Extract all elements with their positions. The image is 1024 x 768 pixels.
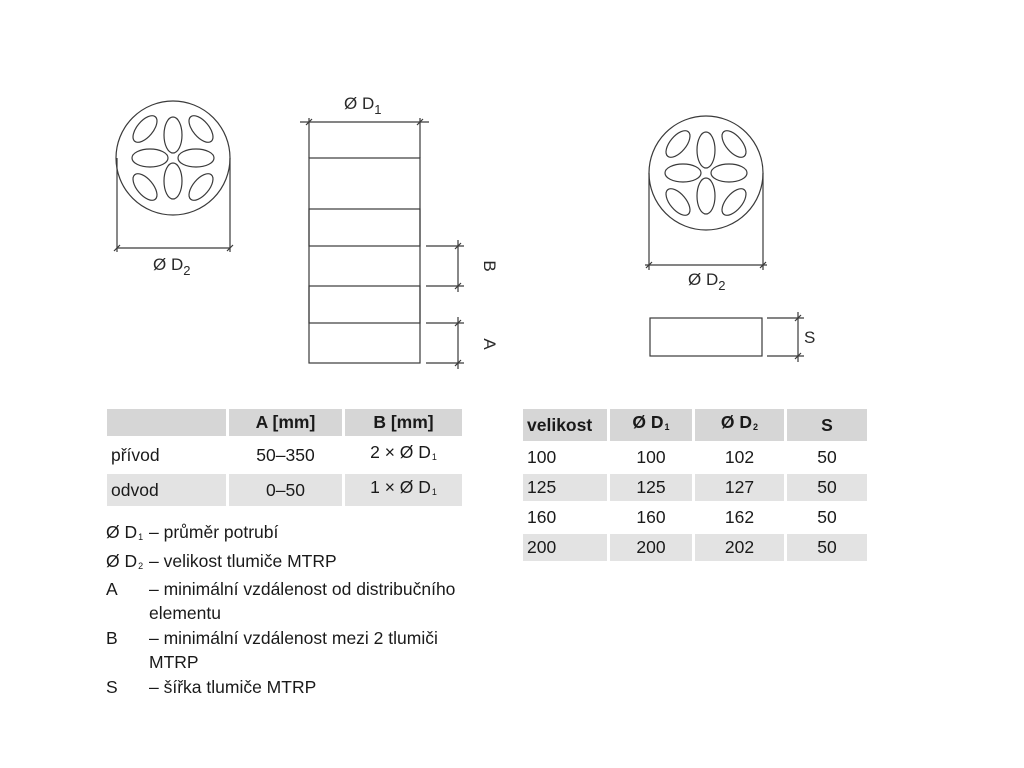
b-label: B [480, 260, 499, 272]
cell-velikost: 160 [527, 507, 557, 527]
distances-table [104, 406, 465, 509]
legend-item [106, 521, 489, 550]
header-velikost: velikost [523, 409, 607, 441]
left-circle-view [114, 101, 233, 252]
legend-term: S [106, 677, 118, 697]
table-row [107, 474, 462, 506]
cell-d1: 100 [636, 447, 666, 467]
cell-s: 50 [787, 474, 867, 501]
legend-term: Ø $D_2$ [106, 550, 144, 571]
s-label: S [804, 328, 816, 347]
sizes-table [520, 406, 870, 564]
legend-term: Ø $D_1$ [106, 522, 144, 542]
cell-d2: 102 [724, 447, 755, 467]
legend-desc: – šířka tlumiče MTRP [149, 677, 317, 697]
d1-label: Ø $D_1$ [344, 94, 382, 117]
legend-item [106, 578, 489, 625]
distances-header-row [107, 409, 462, 436]
cell-d1: 125 [610, 474, 692, 501]
cell-d1: 160 [636, 507, 666, 527]
table-row [523, 504, 867, 531]
legend-desc: – minimální vzdálenost od distribučního elementu [149, 579, 456, 623]
cell-d2: 202 [695, 534, 784, 561]
row-label: odvod [107, 474, 226, 506]
table-row [523, 444, 867, 471]
cell-a: 50–350 [256, 444, 315, 465]
cell-b: 1 × Ø $D_1$ [345, 474, 462, 506]
cell-d1: 200 [610, 534, 692, 561]
header-s: S [787, 409, 867, 441]
cell-s: 50 [817, 447, 837, 467]
legend-item [106, 676, 489, 700]
legend-item [106, 550, 489, 579]
legend-desc: – minimální vzdálenost mezi 2 tlumiči MTRP [149, 628, 438, 672]
legend-desc: – velikost tlumiče MTRP [149, 550, 337, 571]
cell-d2: 127 [695, 474, 784, 501]
cell-a: 0–50 [229, 474, 342, 506]
duct-side-view [300, 118, 464, 369]
table-row [523, 474, 867, 501]
cell-velikost: 125 [523, 474, 607, 501]
sizes-header-row [523, 409, 867, 441]
a-label: A [480, 338, 499, 350]
silencer-width-view [650, 312, 804, 362]
cell-velikost: 100 [527, 447, 557, 467]
cell-b: 2 × Ø $D_1$ [370, 442, 437, 462]
cell-s: 50 [787, 534, 867, 561]
right-circle-view [645, 116, 767, 270]
cell-velikost: 200 [523, 534, 607, 561]
table-row [107, 439, 462, 471]
right-d2-label: Ø $D_2$ [688, 270, 726, 293]
header-a: A [mm] [229, 409, 342, 436]
table-row [523, 534, 867, 561]
header-empty-cell [107, 409, 226, 436]
header-d1: Ø $D_1$ [610, 409, 692, 441]
row-label: přívod [111, 444, 160, 465]
legend-term: B [106, 628, 118, 648]
header-b: B [mm] [345, 409, 462, 436]
cell-s: 50 [817, 507, 837, 527]
legend-desc: – průměr potrubí [149, 522, 279, 542]
header-d2: Ø $D_2$ [695, 409, 784, 441]
cell-d2: 162 [724, 507, 755, 527]
legend [106, 521, 489, 700]
legend-item [106, 627, 489, 674]
left-d2-label: Ø $D_2$ [153, 255, 191, 278]
legend-term: A [106, 579, 118, 599]
